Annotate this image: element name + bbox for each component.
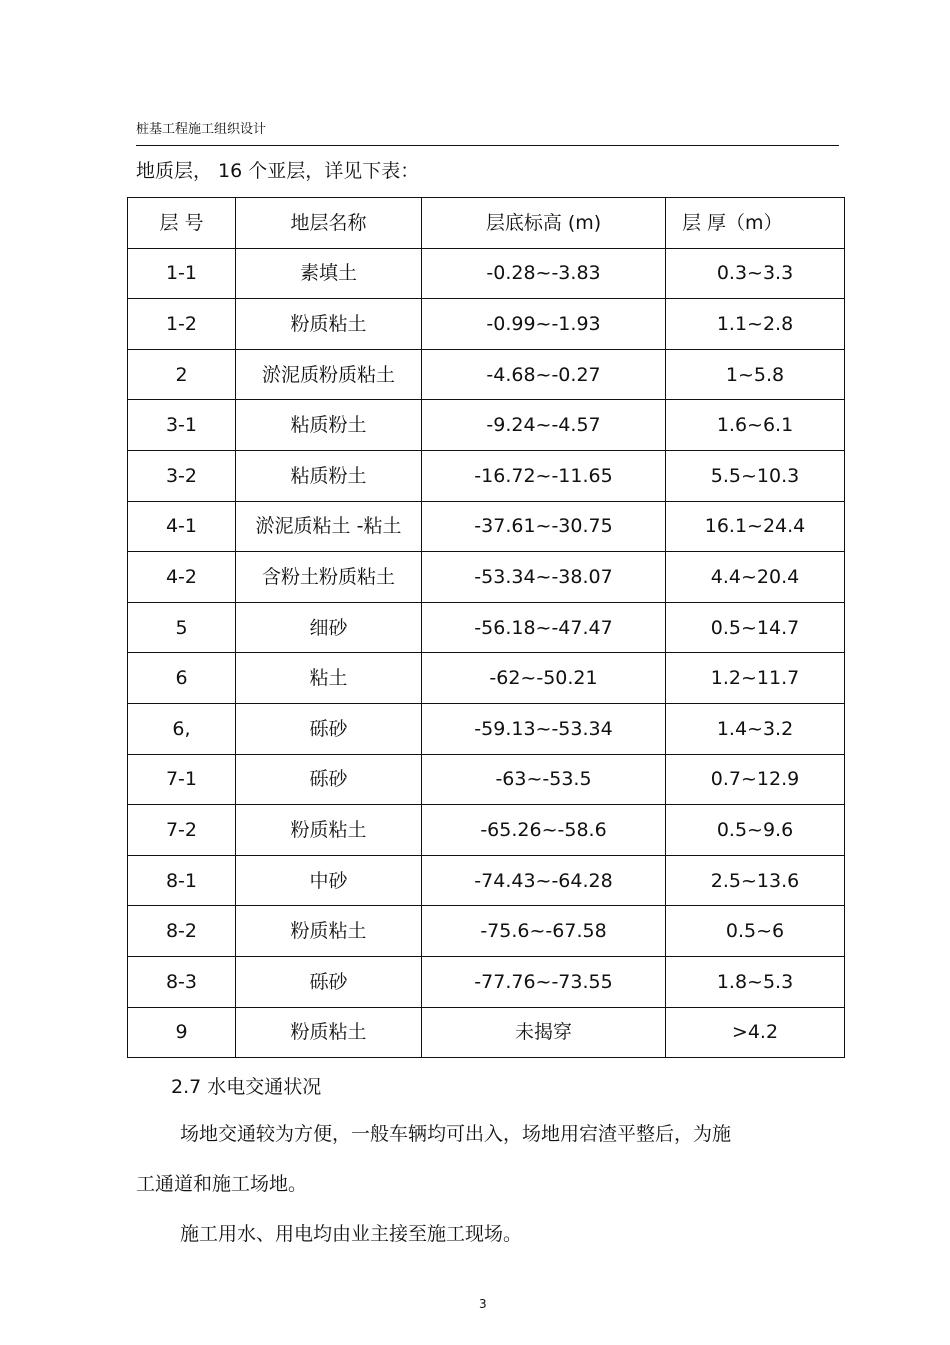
cell-layer-name: 素填土 bbox=[236, 248, 422, 299]
cell-bottom-elevation: -53.34~-38.07 bbox=[422, 552, 666, 603]
table-row bbox=[128, 248, 845, 299]
table-row bbox=[128, 400, 845, 451]
cell-bottom-elevation: -56.18~-47.47 bbox=[422, 602, 666, 653]
table-row bbox=[128, 450, 845, 501]
page-number: 3 bbox=[479, 1297, 487, 1311]
cell-layer-name: 粘土 bbox=[236, 653, 422, 704]
cell-thickness: 0.7~12.9 bbox=[666, 754, 845, 805]
cell-thickness: 0.5~6 bbox=[666, 906, 845, 957]
cell-layer-name: 粉质粘土 bbox=[236, 1007, 422, 1058]
cell-layer-name: 含粉土粉质粘土 bbox=[236, 552, 422, 603]
header-thickness: 层 厚（m） bbox=[666, 198, 845, 249]
paragraph-traffic-line2: 工通道和施工场地。 bbox=[136, 1173, 308, 1195]
table-row bbox=[128, 602, 845, 653]
cell-layer-name: 粉质粘土 bbox=[236, 299, 422, 350]
cell-layer-name: 砾砂 bbox=[236, 956, 422, 1007]
cell-layer-name: 淤泥质粘土 -粘土 bbox=[236, 501, 422, 552]
strata-table-body bbox=[128, 248, 845, 1058]
cell-layer-id: 6 bbox=[128, 653, 236, 704]
cell-layer-name: 粉质粘土 bbox=[236, 906, 422, 957]
cell-thickness: 1~5.8 bbox=[666, 349, 845, 400]
header-divider bbox=[136, 145, 839, 146]
cell-bottom-elevation: -9.24~-4.57 bbox=[422, 400, 666, 451]
cell-layer-name: 粘质粉土 bbox=[236, 450, 422, 501]
cell-layer-name: 淤泥质粉质粘土 bbox=[236, 349, 422, 400]
cell-thickness: 1.4~3.2 bbox=[666, 703, 845, 754]
cell-bottom-elevation: 未揭穿 bbox=[422, 1007, 666, 1058]
section-heading: 2.7 水电交通状况 bbox=[171, 1076, 322, 1098]
table-row bbox=[128, 855, 845, 906]
cell-layer-id: 8-1 bbox=[128, 855, 236, 906]
cell-bottom-elevation: -62~-50.21 bbox=[422, 653, 666, 704]
cell-thickness: 1.6~6.1 bbox=[666, 400, 845, 451]
intro-text: 地质层， 16 个亚层，详见下表： bbox=[136, 160, 420, 182]
cell-layer-name: 粘质粉土 bbox=[236, 400, 422, 451]
cell-layer-name: 粉质粘土 bbox=[236, 805, 422, 856]
cell-layer-id: 2 bbox=[128, 349, 236, 400]
paragraph-utilities: 施工用水、用电均由业主接至施工现场。 bbox=[180, 1223, 523, 1245]
cell-layer-id: 8-2 bbox=[128, 906, 236, 957]
cell-bottom-elevation: -74.43~-64.28 bbox=[422, 855, 666, 906]
cell-thickness: 0.5~14.7 bbox=[666, 602, 845, 653]
cell-bottom-elevation: -16.72~-11.65 bbox=[422, 450, 666, 501]
strata-table bbox=[127, 197, 845, 1058]
cell-thickness: >4.2 bbox=[666, 1007, 845, 1058]
table-row bbox=[128, 754, 845, 805]
cell-thickness: 2.5~13.6 bbox=[666, 855, 845, 906]
table-row bbox=[128, 349, 845, 400]
cell-bottom-elevation: -65.26~-58.6 bbox=[422, 805, 666, 856]
paragraph-traffic-line1: 场地交通较为方便，一般车辆均可出入，场地用宕渣平整后，为施 bbox=[180, 1123, 732, 1145]
cell-layer-name: 中砂 bbox=[236, 855, 422, 906]
table-row bbox=[128, 805, 845, 856]
cell-layer-name: 砾砂 bbox=[236, 754, 422, 805]
cell-thickness: 0.5~9.6 bbox=[666, 805, 845, 856]
header-layer-id: 层 号 bbox=[128, 198, 236, 249]
cell-layer-id: 9 bbox=[128, 1007, 236, 1058]
cell-layer-id: 3-2 bbox=[128, 450, 236, 501]
cell-bottom-elevation: -59.13~-53.34 bbox=[422, 703, 666, 754]
cell-layer-id: 4-2 bbox=[128, 552, 236, 603]
table-row bbox=[128, 299, 845, 350]
table-row bbox=[128, 906, 845, 957]
cell-bottom-elevation: -37.61~-30.75 bbox=[422, 501, 666, 552]
table-row bbox=[128, 501, 845, 552]
cell-layer-name: 砾砂 bbox=[236, 703, 422, 754]
cell-layer-id: 1-1 bbox=[128, 248, 236, 299]
header-bottom-elevation: 层底标高 (m) bbox=[422, 198, 666, 249]
table-row bbox=[128, 956, 845, 1007]
document-header-title: 桩基工程施工组织设计 bbox=[136, 122, 267, 137]
cell-thickness: 1.2~11.7 bbox=[666, 653, 845, 704]
cell-thickness: 5.5~10.3 bbox=[666, 450, 845, 501]
cell-layer-id: 8-3 bbox=[128, 956, 236, 1007]
cell-layer-id: 6, bbox=[128, 703, 236, 754]
cell-layer-name: 细砂 bbox=[236, 602, 422, 653]
header-layer-name: 地层名称 bbox=[236, 198, 422, 249]
cell-bottom-elevation: -75.6~-67.58 bbox=[422, 906, 666, 957]
cell-layer-id: 5 bbox=[128, 602, 236, 653]
table-row bbox=[128, 552, 845, 603]
cell-layer-id: 1-2 bbox=[128, 299, 236, 350]
cell-thickness: 0.3~3.3 bbox=[666, 248, 845, 299]
table-row bbox=[128, 1007, 845, 1058]
cell-thickness: 16.1~24.4 bbox=[666, 501, 845, 552]
cell-layer-id: 7-2 bbox=[128, 805, 236, 856]
cell-bottom-elevation: -0.28~-3.83 bbox=[422, 248, 666, 299]
cell-thickness: 4.4~20.4 bbox=[666, 552, 845, 603]
table-row bbox=[128, 703, 845, 754]
cell-layer-id: 3-1 bbox=[128, 400, 236, 451]
cell-bottom-elevation: -0.99~-1.93 bbox=[422, 299, 666, 350]
cell-layer-id: 7-1 bbox=[128, 754, 236, 805]
table-header-row bbox=[128, 198, 845, 249]
cell-bottom-elevation: -4.68~-0.27 bbox=[422, 349, 666, 400]
cell-thickness: 1.8~5.3 bbox=[666, 956, 845, 1007]
cell-bottom-elevation: -77.76~-73.55 bbox=[422, 956, 666, 1007]
table-row bbox=[128, 653, 845, 704]
cell-bottom-elevation: -63~-53.5 bbox=[422, 754, 666, 805]
cell-thickness: 1.1~2.8 bbox=[666, 299, 845, 350]
cell-layer-id: 4-1 bbox=[128, 501, 236, 552]
